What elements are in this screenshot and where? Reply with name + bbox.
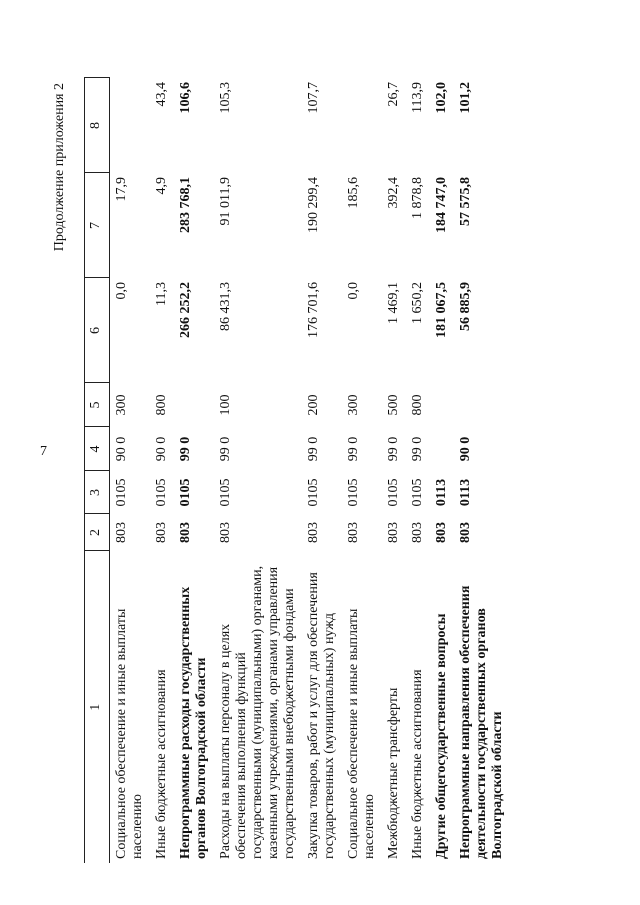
table-cell: 91 011,9 xyxy=(218,177,233,226)
table-cell: 800 xyxy=(154,394,169,416)
table-cell: 99 0 xyxy=(386,436,401,462)
table-cell: 99 0 xyxy=(218,436,233,462)
table-cell: 90 0 xyxy=(154,436,169,462)
table-cell: 0105 xyxy=(114,478,129,507)
table-cell: Закупка товаров, работ и услуг для обеспечения государственных (муниципальных) нужд xyxy=(306,572,337,859)
table-cell: 26,7 xyxy=(386,82,401,107)
column-header: 5 xyxy=(85,383,110,427)
table-row xyxy=(302,78,342,863)
table-cell: Непрограммные расходы государственных органов Волгоградской области xyxy=(178,586,209,859)
table-cell xyxy=(342,78,382,173)
table-cell: 86 431,3 xyxy=(218,282,233,331)
table-cell: Иные бюджетные ассигнования xyxy=(410,669,425,859)
table-cell: Иные бюджетные ассигнования xyxy=(154,669,169,859)
table-cell: 0105 xyxy=(218,478,233,507)
table-cell: 185,6 xyxy=(346,177,361,209)
table-cell: 102,0 xyxy=(434,82,449,114)
table-cell: 43,4 xyxy=(154,82,169,107)
table-row xyxy=(342,78,382,863)
table-cell: Другие общегосударственные вопросы xyxy=(434,613,449,859)
table-cell: 17,9 xyxy=(114,177,129,202)
table-cell: Межбюджетные трансферты xyxy=(386,687,401,859)
column-header: 8 xyxy=(85,78,110,173)
table-cell: 4,9 xyxy=(154,177,169,195)
table-cell: 99 0 xyxy=(410,436,425,462)
page-number: 7 xyxy=(40,444,47,459)
table-cell: 0,0 xyxy=(346,282,361,300)
table-cell xyxy=(454,383,510,427)
table-cell: 99 0 xyxy=(346,436,361,462)
table-cell: 56 885,9 xyxy=(458,282,473,331)
table-row xyxy=(214,78,302,863)
table-cell: 803 xyxy=(410,522,425,543)
table-cell: Социальное обеспечение и иные выплаты населению xyxy=(114,608,145,859)
table-cell: 392,4 xyxy=(386,177,401,209)
table-cell: 803 xyxy=(434,522,449,543)
table-cell: 0105 xyxy=(178,478,193,507)
table-cell: 106,6 xyxy=(178,82,193,114)
table-cell: 1 469,1 xyxy=(386,282,401,324)
table-row xyxy=(406,78,430,863)
rotated-page-content xyxy=(52,73,552,863)
table-cell: 500 xyxy=(386,394,401,416)
table-cell: 803 xyxy=(346,522,361,543)
table-row xyxy=(174,78,214,863)
table-cell: 0,0 xyxy=(114,282,129,300)
table-cell: 283 768,1 xyxy=(178,177,193,233)
table-cell xyxy=(430,383,454,427)
table-cell: 190 299,4 xyxy=(306,177,321,233)
table-header-row xyxy=(85,78,110,863)
table-cell: 0113 xyxy=(458,478,473,507)
table-cell: 300 xyxy=(346,394,361,416)
table-cell: 803 xyxy=(114,522,129,543)
table-cell: 803 xyxy=(218,522,233,543)
table-cell: 0105 xyxy=(386,478,401,507)
column-header: 1 xyxy=(85,551,110,863)
column-header: 6 xyxy=(85,278,110,383)
table-row xyxy=(150,78,174,863)
table-cell: 11,3 xyxy=(154,282,169,306)
table-cell: 101,2 xyxy=(458,82,473,114)
table-cell: 100 xyxy=(218,394,233,416)
table-cell: 1 650,2 xyxy=(410,282,425,324)
table-cell: 90 0 xyxy=(458,436,473,462)
table-cell: 0105 xyxy=(306,478,321,507)
table-cell: 176 701,6 xyxy=(306,282,321,338)
table-cell: Непрограммные направления обеспечения деятельности государственных органов Волгоградской области xyxy=(458,585,505,859)
table-cell: 99 0 xyxy=(306,436,321,462)
column-header: 3 xyxy=(85,471,110,514)
table-cell: 184 747,0 xyxy=(434,177,449,233)
table-cell xyxy=(430,427,454,471)
table-cell: 803 xyxy=(386,522,401,543)
table-cell: 57 575,8 xyxy=(458,177,473,226)
table-cell: 0105 xyxy=(410,478,425,507)
budget-table xyxy=(84,78,510,864)
table-cell: 300 xyxy=(114,394,129,416)
table-cell: 113,9 xyxy=(410,82,425,113)
table-cell: 90 0 xyxy=(114,436,129,462)
table-cell: 99 0 xyxy=(178,436,193,462)
table-cell: 0105 xyxy=(154,478,169,507)
table-cell xyxy=(174,383,214,427)
table-cell: 803 xyxy=(458,522,473,543)
table-cell: 181 067,5 xyxy=(434,282,449,338)
table-cell: 107,7 xyxy=(306,82,321,114)
table-cell xyxy=(110,78,151,173)
table-cell: Социальное обеспечение и иные выплаты населению xyxy=(346,608,377,859)
column-header: 4 xyxy=(85,427,110,471)
table-cell: 800 xyxy=(410,394,425,416)
table-row xyxy=(110,78,151,863)
table-row xyxy=(382,78,406,863)
table-cell: 803 xyxy=(306,522,321,543)
table-cell: Расходы на выплаты персоналу в целях обеспечения выполнения функций государственными (муниципальными) органами, казенными учреждениями, органами управления государственными внебюджетными фондами xyxy=(218,565,297,859)
table-cell: 803 xyxy=(154,522,169,543)
table-cell: 1 878,8 xyxy=(410,177,425,219)
column-header: 7 xyxy=(85,173,110,278)
column-header: 2 xyxy=(85,514,110,551)
appendix-caption: Продолжение приложения 2 xyxy=(52,83,67,252)
table-cell: 803 xyxy=(178,522,193,543)
table-body xyxy=(110,78,511,863)
table-cell: 266 252,2 xyxy=(178,282,193,338)
table-row xyxy=(430,78,454,863)
table-cell: 105,3 xyxy=(218,82,233,114)
table-cell: 0105 xyxy=(346,478,361,507)
table-cell: 200 xyxy=(306,394,321,416)
table-cell: 0113 xyxy=(434,478,449,507)
table-row xyxy=(454,78,510,863)
